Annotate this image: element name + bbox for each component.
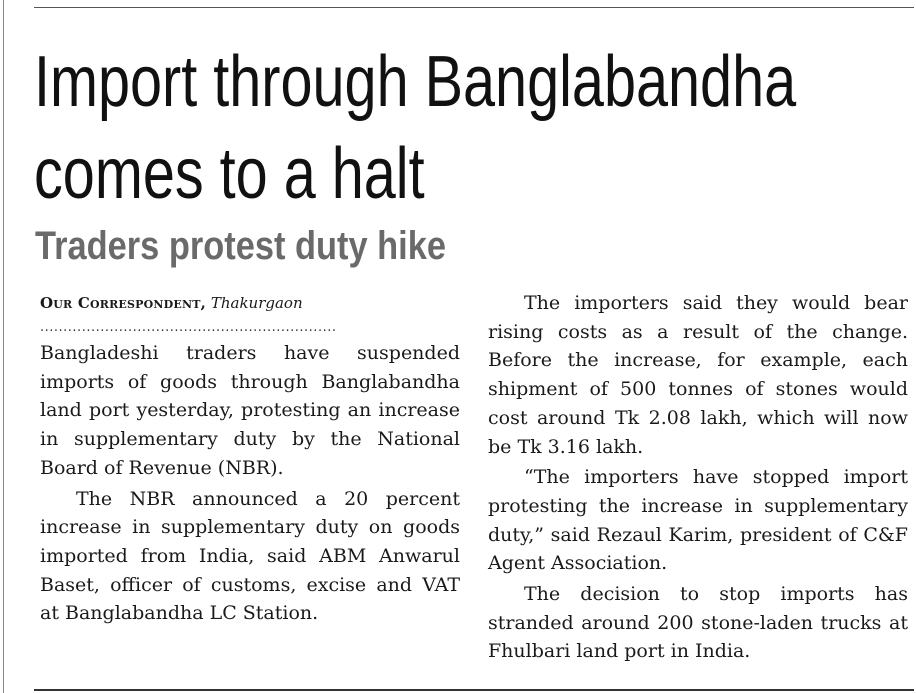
byline-location: Thakurgaon xyxy=(210,294,303,312)
bottom-rule xyxy=(34,689,914,691)
dotted-separator: ................................................................ xyxy=(40,320,337,335)
headline-line-1: Import through Banglabandha xyxy=(34,42,797,122)
left-column xyxy=(40,289,460,628)
paragraph-3: The importers said they would bear rising costs as a result of the change. Before the increase, for example, each shipment of 500 tonnes of stones would cost around Tk 2.08 lakh, which will now be Tk 3.16 lakh. xyxy=(488,292,908,458)
byline xyxy=(40,289,460,317)
paragraph-4: “The importers have stopped import protesting the increase in supplementary duty,” said Rezaul Karim, president of C&F Agent Association. xyxy=(488,466,908,575)
headline-line-2: comes to a halt xyxy=(34,134,425,214)
right-column xyxy=(488,289,908,666)
left-border xyxy=(3,0,4,693)
headline xyxy=(34,36,797,220)
paragraph-5: The decision to stop imports has stranded around 200 stone-laden trucks at Fhulbari land port in India. xyxy=(488,583,908,663)
byline-author: Our Correspondent, xyxy=(40,294,207,312)
subheadline: Traders protest duty hike xyxy=(35,224,447,268)
paragraph-1: Bangladeshi traders have suspended imports of goods through Banglabandha land port yesterday, protesting an increase in supplementary duty by the National Board of Revenue (NBR). xyxy=(40,342,460,479)
top-rule xyxy=(34,7,914,8)
paragraph-2: The NBR announced a 20 percent increase in supplementary duty on goods imported from India, said ABM Anwarul Baset, officer of customs, excise and VAT at Banglabandha LC Station. xyxy=(40,487,460,625)
